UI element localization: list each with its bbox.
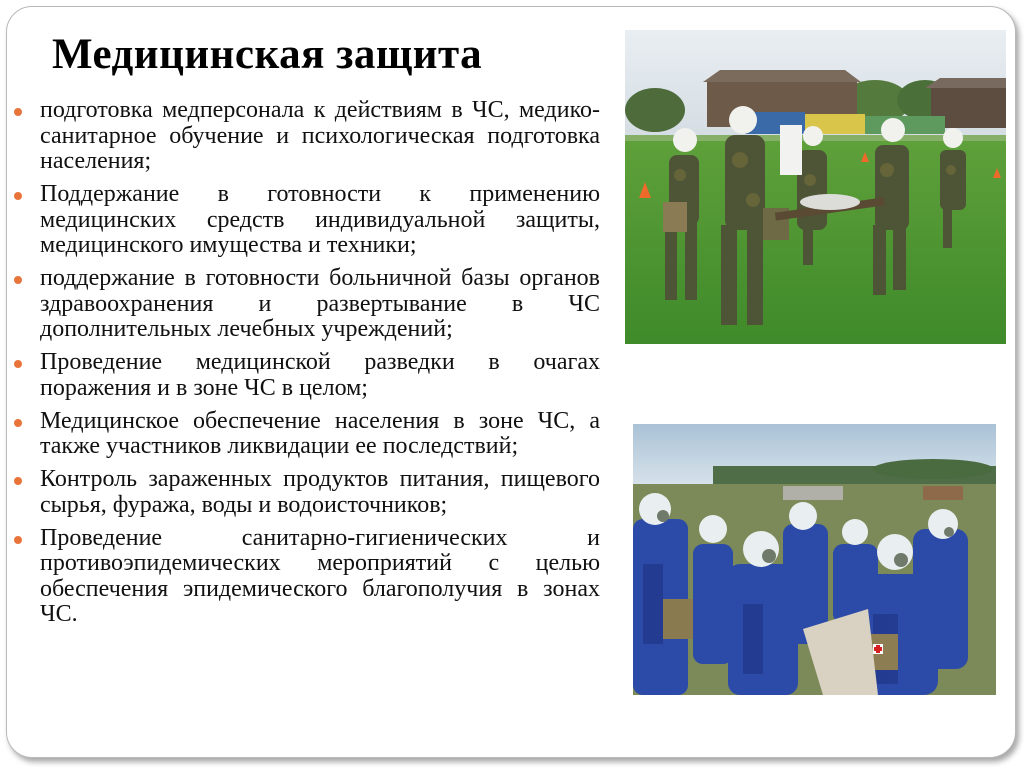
bullet-dot-icon bbox=[14, 108, 22, 116]
bullet-dot-icon bbox=[14, 192, 22, 200]
bullet-item bbox=[14, 266, 600, 343]
bullet-text: Проведение санитарно-гигиенических и противоэпидемических мероприятий с целью обеспечения эпидемического благополучия в зонах ЧС. bbox=[40, 524, 600, 627]
bullet-text: Медицинское обеспечение населения в зоне ЧС, а также участников ликвидации ее последствий; bbox=[40, 407, 600, 459]
slide-title: Медицинская защита bbox=[52, 31, 483, 78]
bullet-item bbox=[14, 467, 600, 518]
bullet-text: подготовка медперсонала к действиям в ЧС, медико-санитарное обучение и психологическая подготовка населения; bbox=[40, 97, 600, 174]
bullet-list bbox=[14, 98, 600, 635]
bullet-dot-icon bbox=[14, 419, 22, 427]
bullet-text: Поддержание в готовности к применению медицинских средств индивидуальной защиты, медицинского имущества и техники; bbox=[40, 181, 600, 258]
bullet-dot-icon bbox=[14, 360, 22, 368]
stretcher-drill-photo bbox=[625, 30, 1006, 344]
bullet-text: Проведение медицинской разведки в очагах поражения и в зоне ЧС в целом; bbox=[40, 349, 600, 401]
bullet-dot-icon bbox=[14, 477, 22, 485]
bullet-item bbox=[14, 350, 600, 401]
bullet-dot-icon bbox=[14, 536, 22, 544]
bullet-item bbox=[14, 98, 600, 175]
bullet-item bbox=[14, 409, 600, 460]
bullet-item bbox=[14, 526, 600, 628]
bullet-text: поддержание в готовности больничной базы органов здравоохранения и развертывание в ЧС дополнительных лечебных учреждений; bbox=[40, 265, 600, 342]
bullet-dot-icon bbox=[14, 276, 22, 284]
bullet-text: Контроль зараженных продуктов питания, пищевого сырья, фуража, воды и водоисточников; bbox=[40, 466, 600, 518]
gas-mask-team-photo bbox=[633, 424, 996, 695]
bullet-item bbox=[14, 182, 600, 259]
